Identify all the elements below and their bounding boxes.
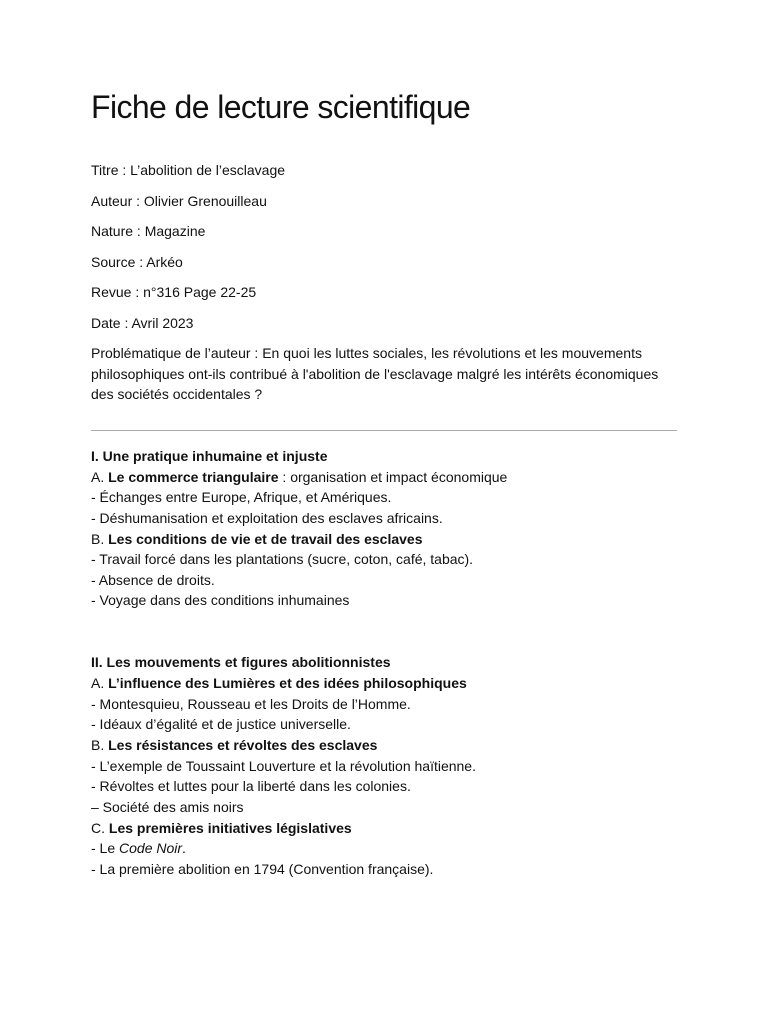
list-item <box>91 838 691 859</box>
part2-c-prefix: C. <box>91 819 109 836</box>
meta-date: Date : Avril 2023 <box>91 314 194 331</box>
meta-auteur: Auteur : Olivier Grenouilleau <box>91 192 267 209</box>
meta-revue: Revue : n°316 Page 22-25 <box>91 284 257 300</box>
list-item: - Échanges entre Europe, Afrique, et Amériques. <box>91 489 392 506</box>
list-item: - Absence de droits. <box>91 571 215 588</box>
code-noir-title: Code Noir <box>119 840 183 857</box>
list-item: - Idéaux d’égalité et de justice universelle. <box>91 716 351 733</box>
list-item: - Voyage dans des conditions inhumaines <box>91 592 350 609</box>
code-noir-suffix: . <box>182 840 186 857</box>
part2-heading: II. Les mouvements et figures abolitionnistes <box>91 654 391 671</box>
list-item: – Société des amis noirs <box>91 798 244 815</box>
part2-subsection-c <box>91 818 691 839</box>
meta-titre: Titre : L’abolition de l’esclavage <box>91 162 286 178</box>
code-noir-prefix: - Le <box>91 840 120 857</box>
part1-a-prefix: A. <box>91 468 109 485</box>
part1-a-rest: : organisation et impact économique <box>278 468 508 485</box>
section-spacer <box>91 611 691 652</box>
part1-b-prefix: B. <box>91 530 109 547</box>
outline <box>91 446 691 879</box>
part1-subsection-b <box>91 529 691 550</box>
meta-source: Source : Arkéo <box>91 253 183 270</box>
meta-nature: Nature : Magazine <box>91 223 206 239</box>
part2-c-title: Les premières initiatives législatives <box>108 819 352 836</box>
reading-metadata <box>91 160 681 405</box>
list-item: - Travail forcé dans les plantations (sucre, coton, café, tabac). <box>91 551 474 568</box>
part2-b-title: Les résistances et révoltes des esclaves <box>108 736 378 753</box>
part2-subsection-b <box>91 735 691 756</box>
part2-subsection-a <box>91 673 691 694</box>
section-divider <box>91 430 677 431</box>
part1-heading: I. Une pratique inhumaine et injuste <box>91 448 328 464</box>
meta-problematique: Problématique de l’auteur : En quoi les luttes sociales, les révolutions et les mouvements philosophiques ont-ils contribué à l'abolition de l'esclavage malgré les intérêts économiques des sociétés occidentales ? <box>91 345 659 402</box>
list-item: - Montesquieu, Rousseau et les Droits de l’Homme. <box>91 695 411 712</box>
list-item: - Déshumanisation et exploitation des esclaves africains. <box>91 509 443 526</box>
list-item: - Révoltes et luttes pour la liberté dans les colonies. <box>91 778 411 795</box>
part2-a-prefix: A. <box>91 675 109 692</box>
list-item: - La première abolition en 1794 (Convention française). <box>91 860 434 877</box>
part1-a-title: Le commerce triangulaire <box>108 468 279 485</box>
part2-b-prefix: B. <box>91 736 109 753</box>
page-title: Fiche de lecture scientifique <box>91 89 471 125</box>
list-item: - L’exemple de Toussaint Louverture et la révolution haïtienne. <box>91 757 476 774</box>
part2-a-title: L’influence des Lumières et des idées philosophiques <box>108 675 467 692</box>
part1-subsection-a <box>91 467 691 488</box>
part1-b-title: Les conditions de vie et de travail des esclaves <box>108 530 423 547</box>
